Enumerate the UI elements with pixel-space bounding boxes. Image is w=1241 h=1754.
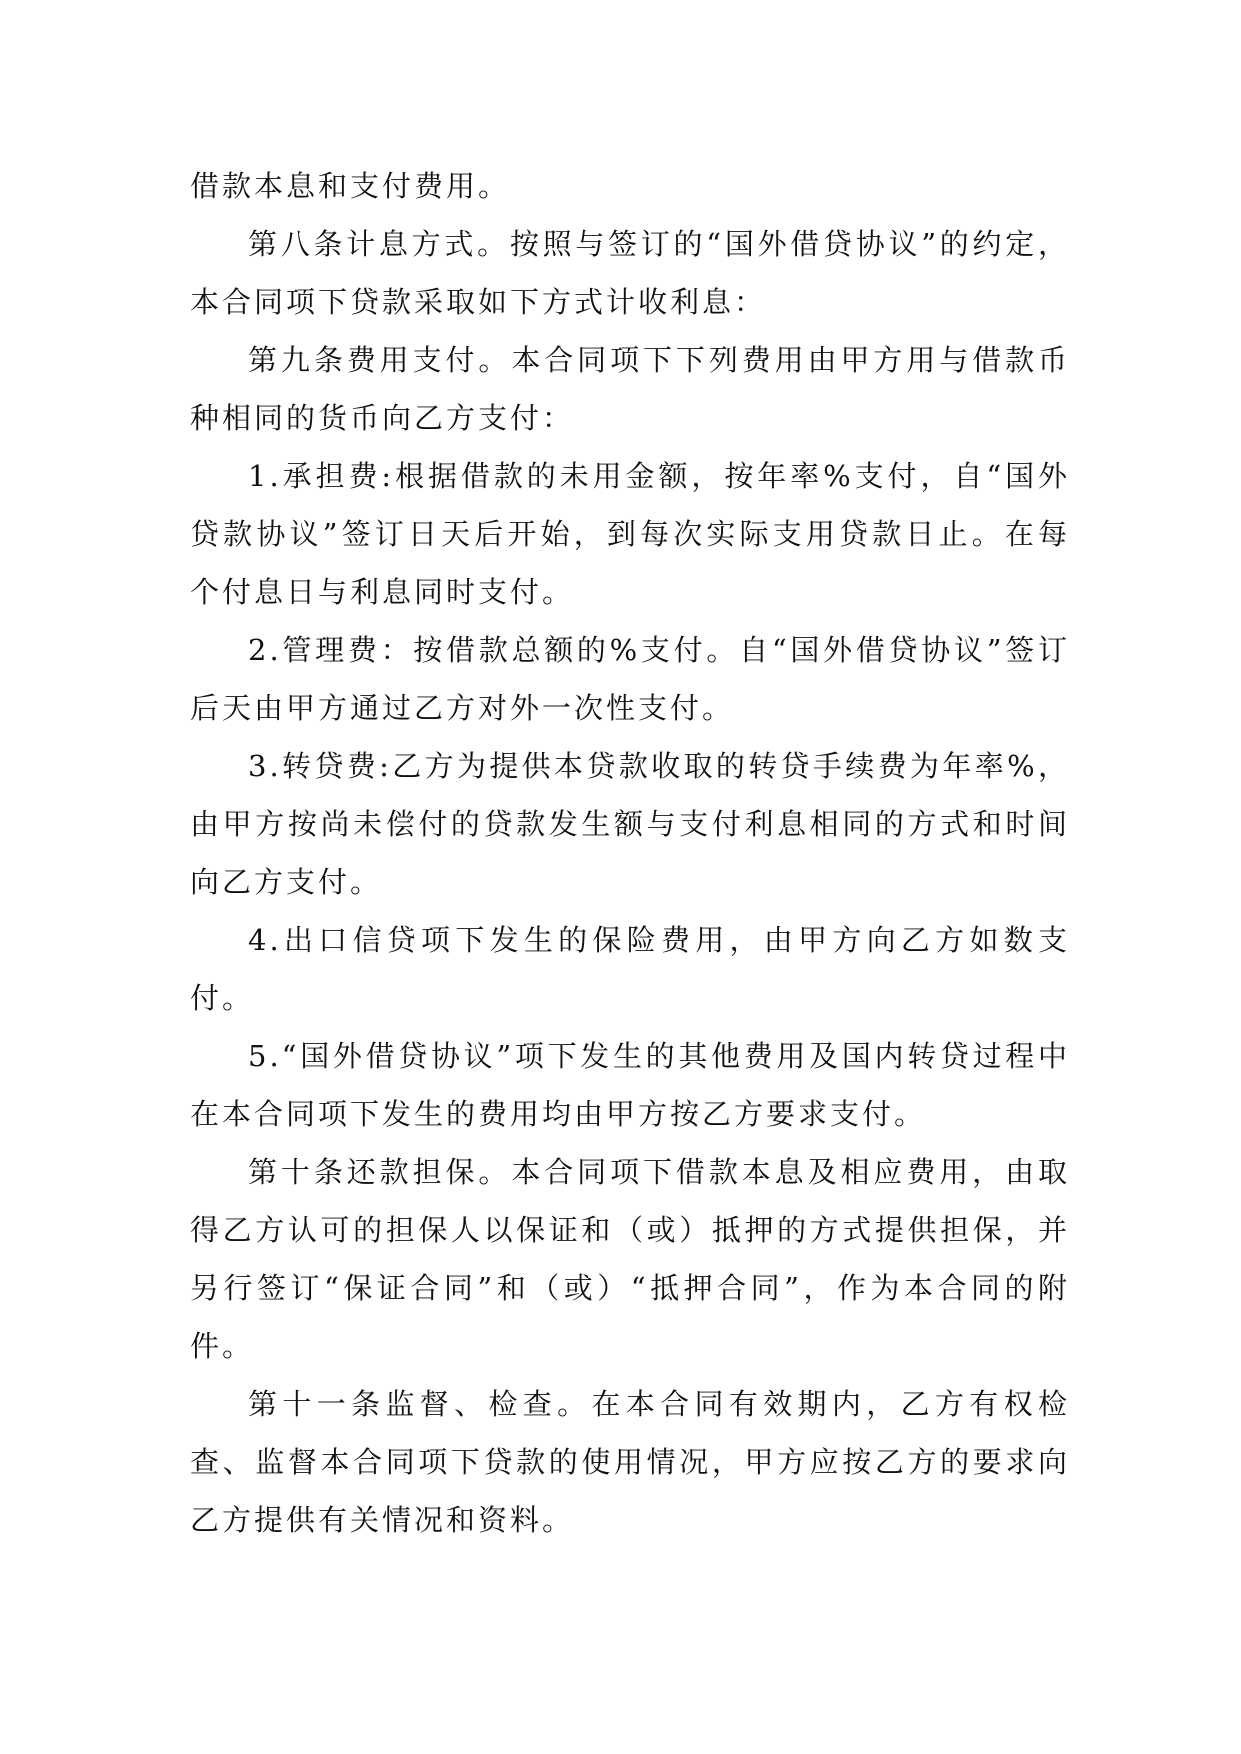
- paragraph-onlending-fee: 3.转贷费:乙方为提供本贷款收取的转贷手续费为年率%，由甲方按尚未偿付的贷款发生额与支付利息相同的方式和时间向乙方支付。: [190, 749, 1070, 899]
- paragraph-article-9-fees: 第九条费用支付。本合同项下下列费用由甲方用与借款币种相同的货币向乙方支付：: [190, 343, 1070, 435]
- paragraph-article-11-supervision: 第十一条监督、检查。在本合同有效期内，乙方有权检查、监督本合同项下贷款的使用情况，甲方应按乙方的要求向乙方提供有关情况和资料。: [190, 1387, 1070, 1537]
- paragraph-insurance-fee: 4.出口信贷项下发生的保险费用，由甲方向乙方如数支付。: [190, 923, 1070, 1015]
- paragraph-loan-fees-continuation: 借款本息和支付费用。: [190, 169, 511, 203]
- paragraph-other-fees: 5.“国外借贷协议”项下发生的其他费用及国内转贷过程中在本合同项下发生的费用均由甲方按乙方要求支付。: [190, 1039, 1070, 1131]
- paragraph-article-8-interest: 第八条计息方式。按照与签订的“国外借贷协议”的约定，本合同项下贷款采取如下方式计收利息：: [190, 227, 1070, 319]
- document-body: [190, 157, 1070, 1549]
- paragraph-commitment-fee: 1.承担费:根据借款的未用金额，按年率%支付，自“国外贷款协议”签订日天后开始，到每次实际支用贷款日止。在每个付息日与利息同时支付。: [190, 459, 1070, 609]
- paragraph-management-fee: 2.管理费：按借款总额的%支付。自“国外借贷协议”签订后天由甲方通过乙方对外一次性支付。: [190, 633, 1070, 725]
- paragraph-article-10-guarantee: 第十条还款担保。本合同项下借款本息及相应费用，由取得乙方认可的担保人以保证和（或）抵押的方式提供担保，并另行签订“保证合同”和（或）“抵押合同”，作为本合同的附件。: [190, 1155, 1070, 1363]
